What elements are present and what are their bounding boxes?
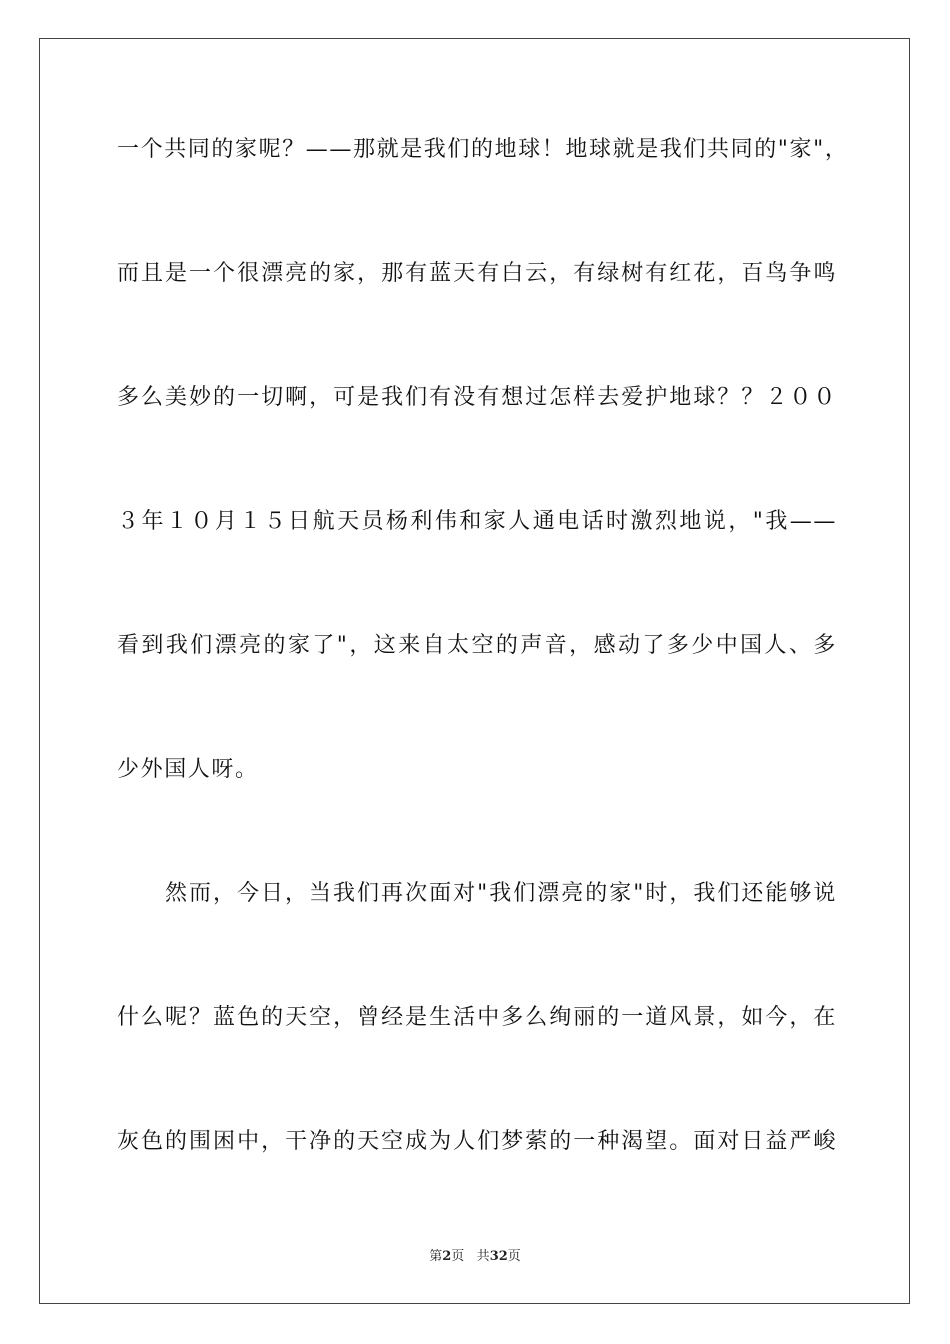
body-text-line-2: 而且是一个很漂亮的家，那有蓝天有白云，有绿树有红花，百鸟争鸣 [117, 261, 837, 286]
body-text-line-7: 然而，今日，当我们再次面对"我们漂亮的家"时，我们还能够说 [117, 881, 837, 906]
body-text-line-9: 灰色的围困中，干净的天空成为人们梦萦的一种渴望。面对日益严峻 [117, 1129, 837, 1154]
body-text-line-4: ３年１０月１５日航天员杨利伟和家人通电话时激烈地说，"我—— [117, 509, 837, 534]
current-page-number: 2 [442, 1249, 452, 1264]
footer-page-word: 页 [451, 1249, 465, 1264]
body-text-line-3: 多么美妙的一切啊，可是我们有没有想过怎样去爱护地球？？２００ [117, 385, 837, 410]
page-border [39, 38, 910, 1304]
total-page-count: 32 [489, 1249, 508, 1264]
page-footer [0, 1248, 950, 1266]
footer-prefix: 第 [429, 1249, 443, 1264]
body-text-line-1: 一个共同的家呢？——那就是我们的地球！地球就是我们共同的"家"， [117, 137, 849, 162]
body-text-line-8: 什么呢？蓝色的天空，曾经是生活中多么绚丽的一道风景，如今，在 [117, 1005, 837, 1030]
footer-total-prefix: 共 [476, 1249, 490, 1264]
body-text-line-6: 少外国人呀。 [117, 757, 259, 782]
body-text-line-5: 看到我们漂亮的家了"，这来自太空的声音，感动了多少中国人、多 [117, 633, 837, 658]
footer-total-suffix: 页 [507, 1249, 521, 1264]
